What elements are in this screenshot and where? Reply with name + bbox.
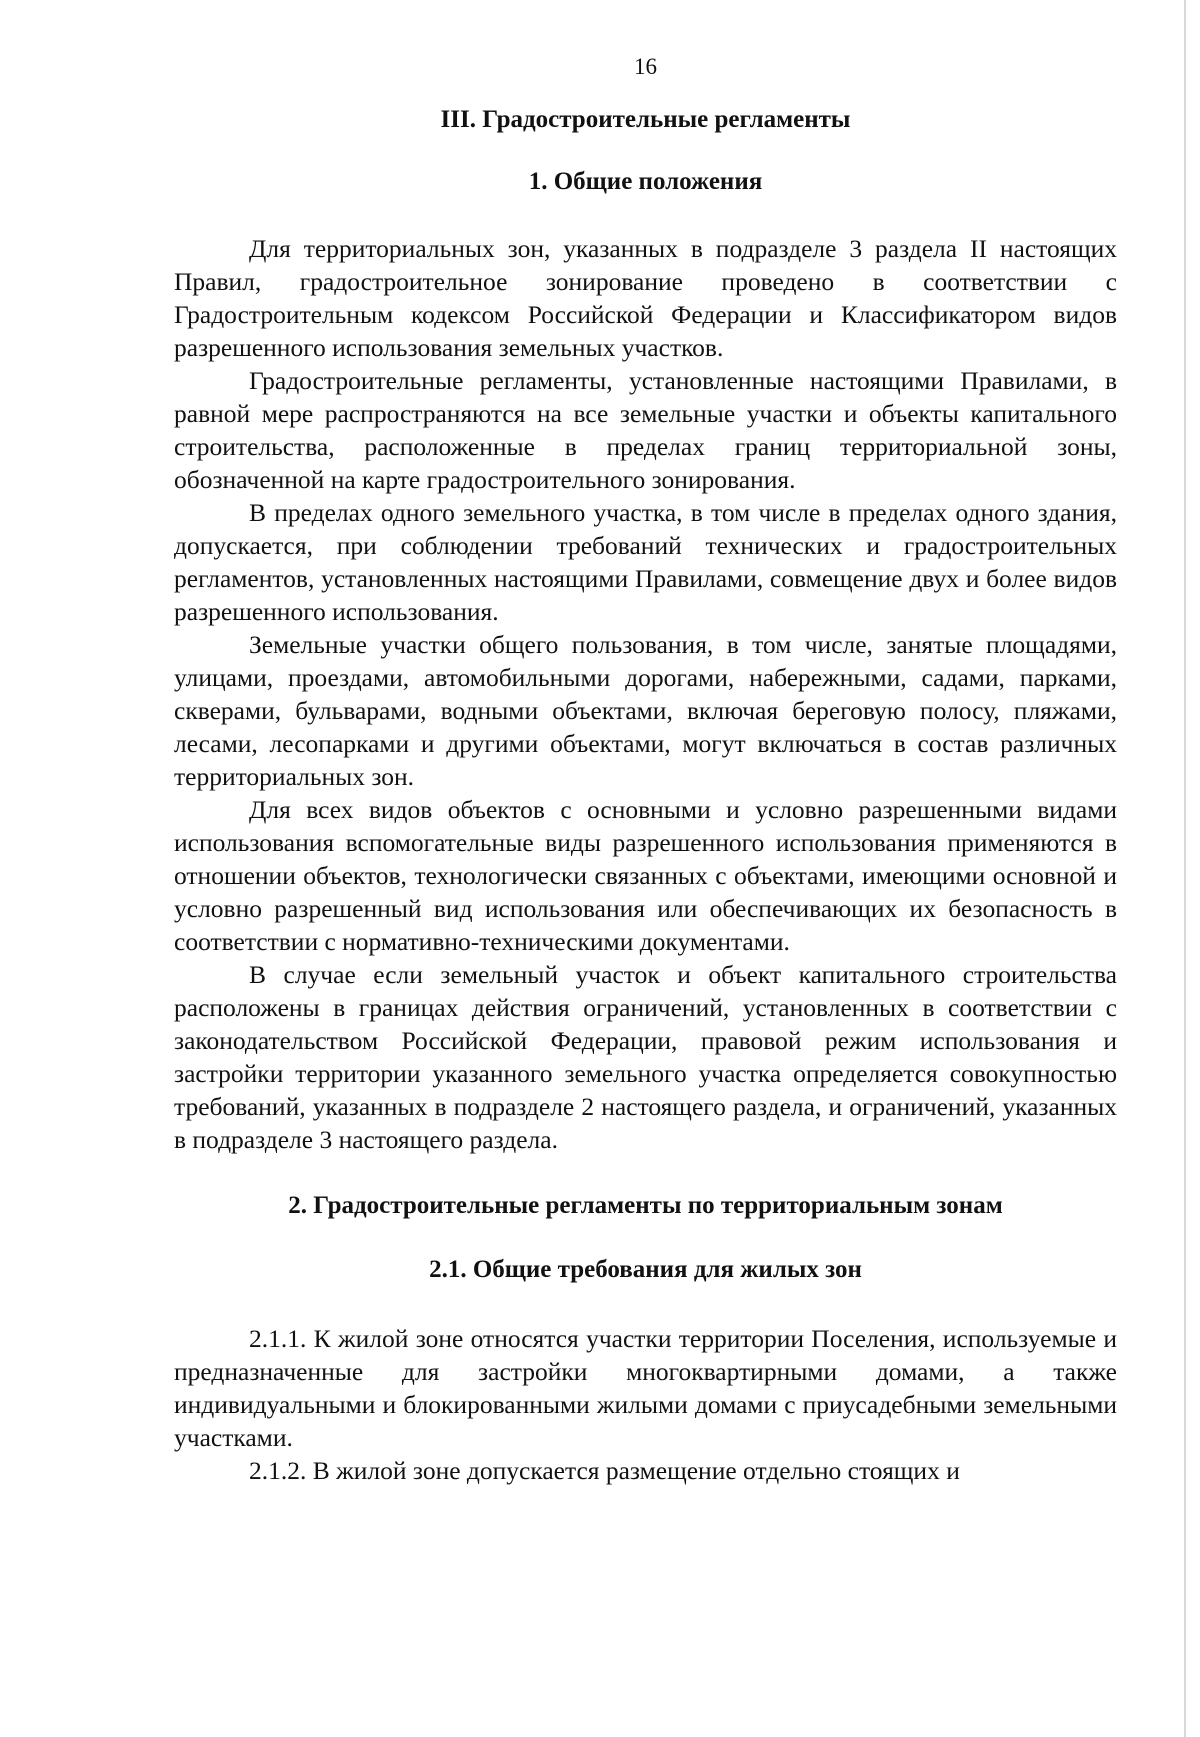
page-number: 16 [634, 54, 657, 79]
paragraph: Для всех видов объектов с основными и условно разрешенными видами использования вспомогательные виды разрешенного использования применяются в отношении объектов, технологически связанных с объектами, имеющими основной и условно разрешенный вид использования или обеспечивающих их безопасность в соответствии с нормативно-техническими документами. [174, 795, 1117, 956]
paragraph: 2.1.1. К жилой зоне относятся участки территории Поселения, используемые и предназначенные для застройки многоквартирными домами, а также индивидуальными и блокированными жилыми домами с приусадебными земельными участками. [174, 1324, 1117, 1452]
paragraph: Земельные участки общего пользования, в том числе, занятые площадями, улицами, проездами, автомобильными дорогами, набережными, садами, парками, скверами, бульварами, водными объектами, включая береговую полосу, пляжами, лесами, лесопарками и другими объектами, могут включаться в состав различных территориальных зон. [174, 630, 1117, 791]
section-title: III. Градостроительные регламенты [440, 106, 851, 133]
subsection-title-zones: 2. Градостроительные регламенты по территориальным зонам [288, 1192, 1003, 1219]
paragraph: Для территориальных зон, указанных в подразделе 3 раздела II настоящих Правил, градостроительное зонирование проведено в соответствии с Градостроительным кодексом Российской Федерации и Классификатором видов разрешенного использования земельных участков. [174, 234, 1117, 362]
page-content [174, 52, 1117, 1487]
paragraph: В пределах одного земельного участка, в том числе в пределах одного здания, допускается, при соблюдении требований технических и градостроительных регламентов, установленных настоящими Правилами, совмещение двух и более видов разрешенного использования. [174, 498, 1117, 626]
paragraph: Градостроительные регламенты, установленные настоящими Правилами, в равной мере распространяются на все земельные участки и объекты капитального строительства, расположенные в пределах границ территориальной зоны, обозначенной на карте градостроительного зонирования. [174, 366, 1117, 494]
scan-edge-line [1184, 0, 1186, 1737]
paragraph: В случае если земельный участок и объект капитального строительства расположены в границах действия ограничений, установленных в соответствии с законодательством Российской Федерации, правовой режим использования и застройки территории указанного земельного участка определяется совокупностью требований, указанных в подразделе 2 настоящего раздела, и ограничений, указанных в подразделе 3 настоящего раздела. [174, 960, 1117, 1154]
subsection-title-general: 1. Общие положения [528, 168, 763, 195]
subsection-title-residential: 2.1. Общие требования для жилых зон [429, 1256, 862, 1283]
paragraph: 2.1.2. В жилой зоне допускается размещение отдельно стоящих и [249, 1456, 960, 1485]
